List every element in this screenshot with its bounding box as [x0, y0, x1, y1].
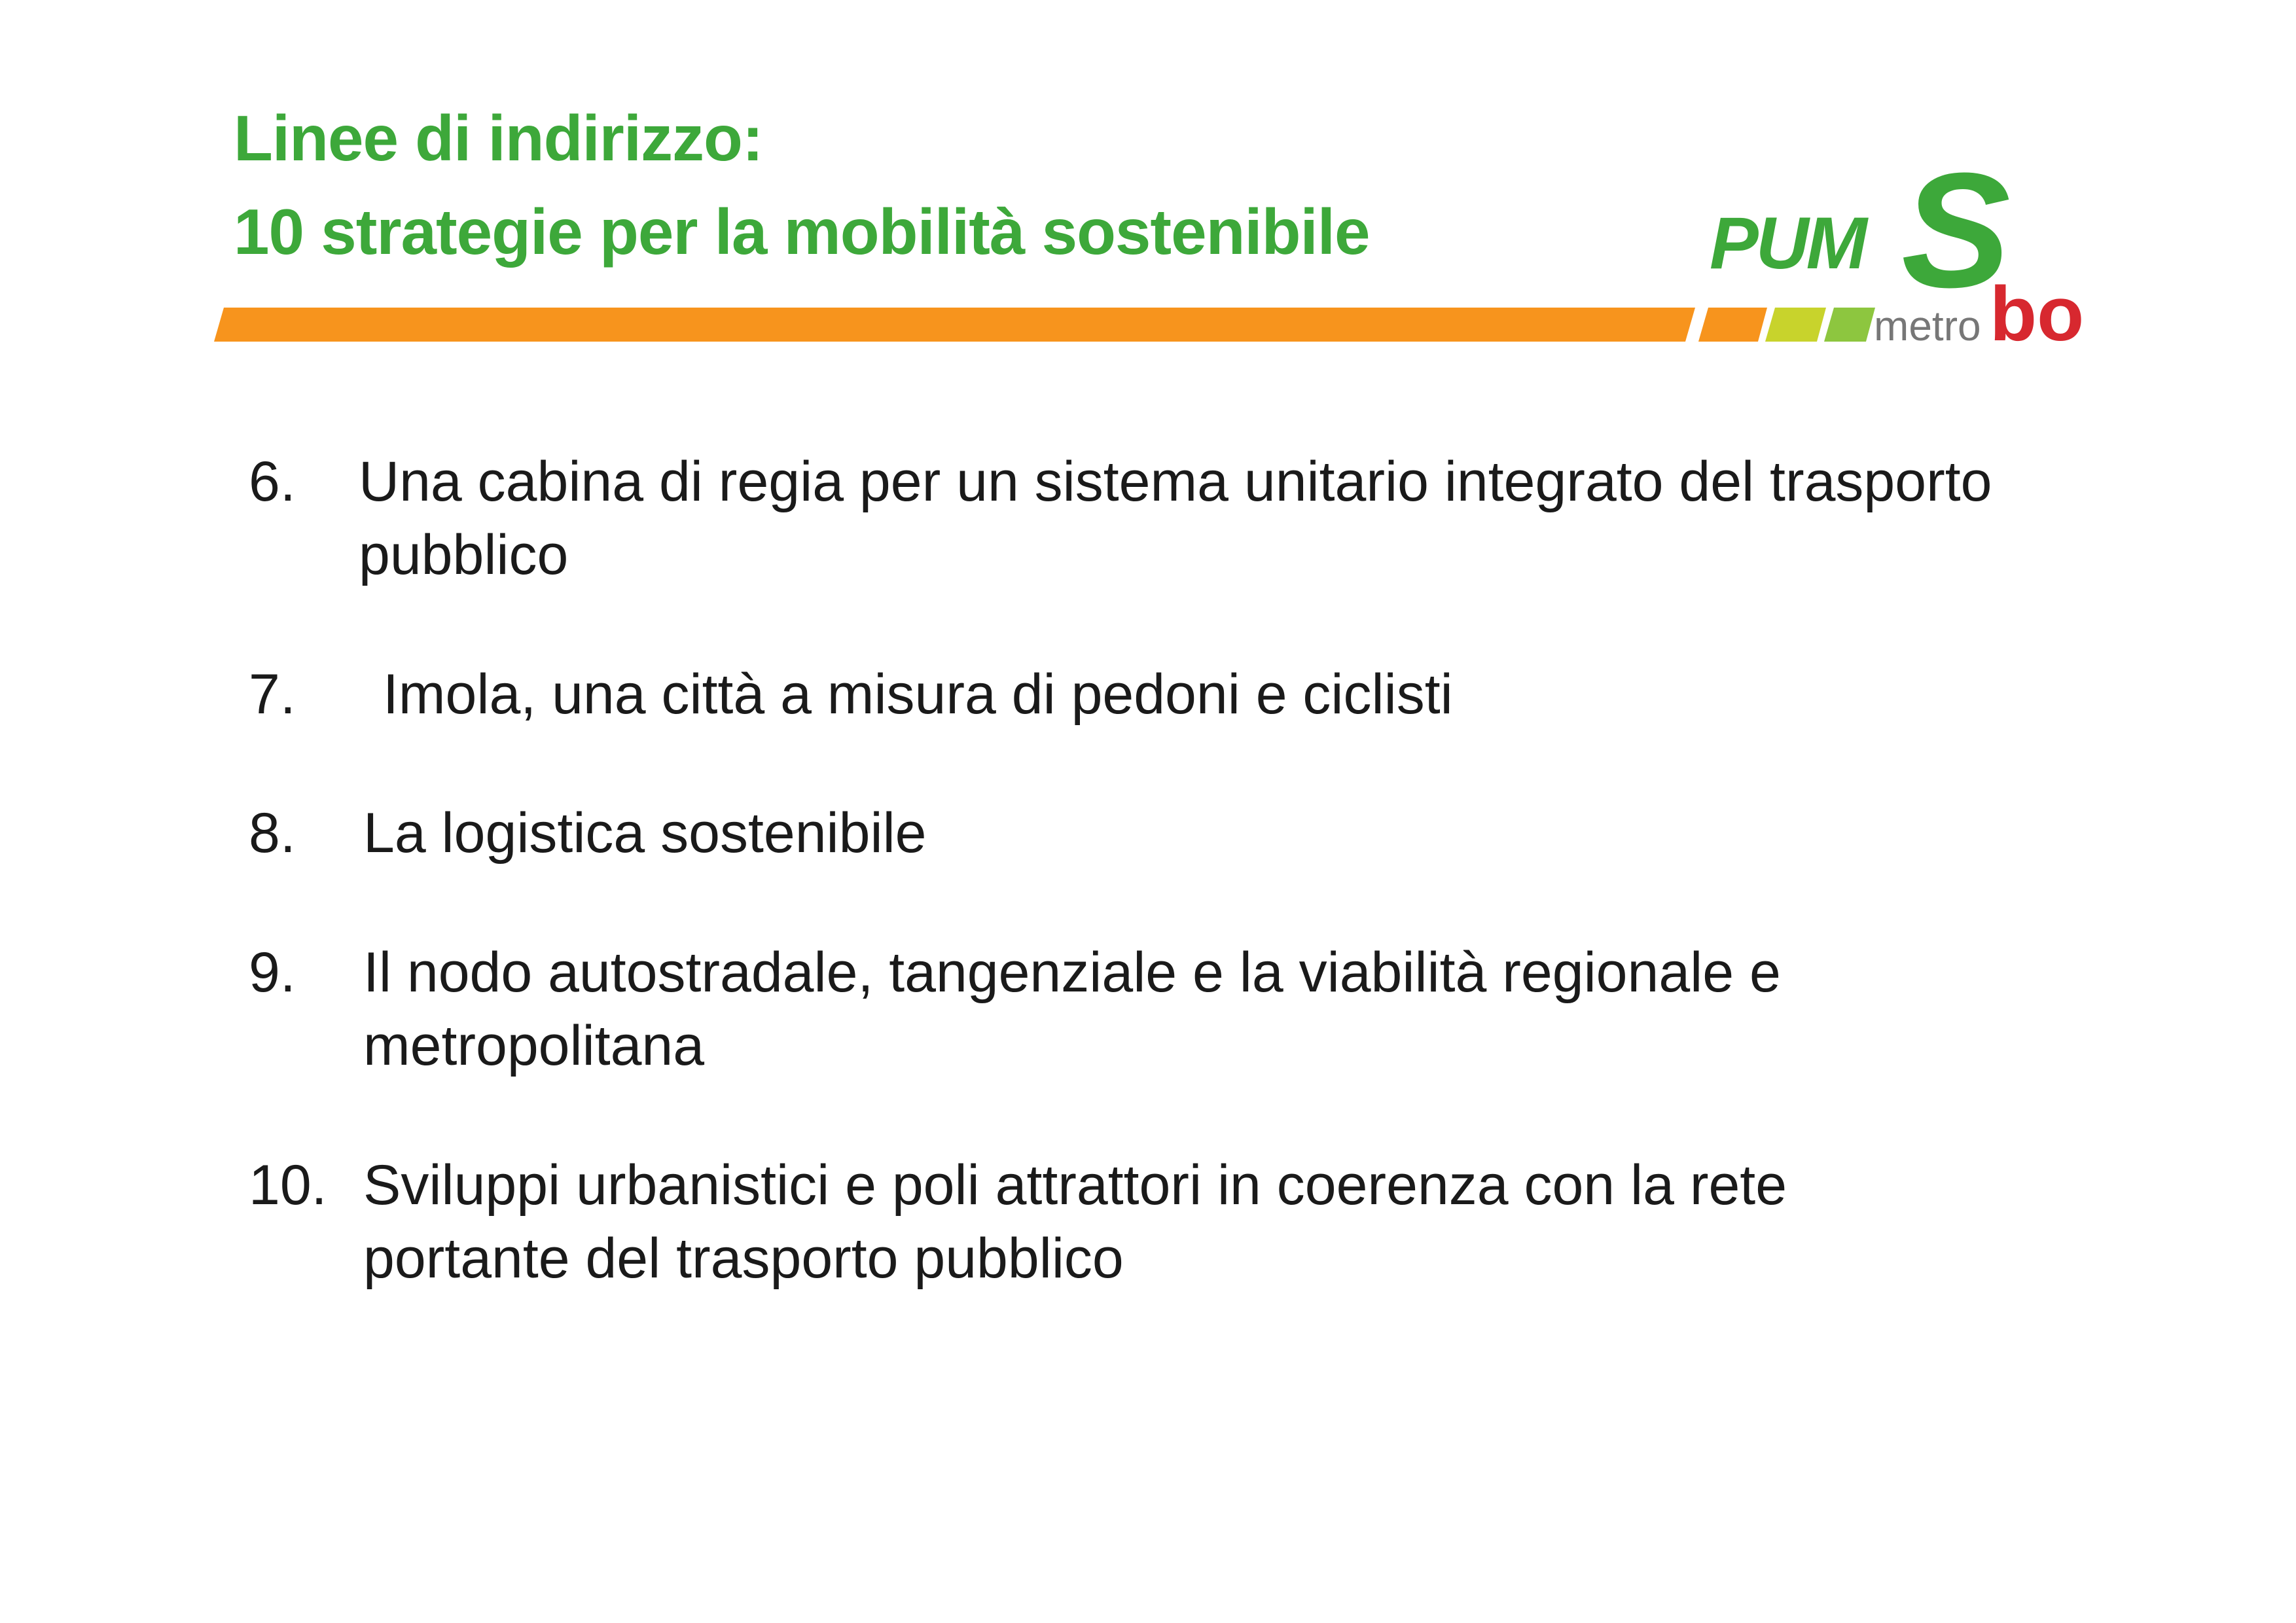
logo-metro: metro: [1874, 302, 1981, 349]
logo-pum: PUM: [1710, 202, 1865, 284]
slide-title: [234, 92, 1369, 279]
pums-metrobo-logo: [1702, 157, 2121, 353]
list-item-text: Sviluppi urbanistici e poli attrattori in coerenza con la rete portante del trasporto pubblico: [363, 1154, 1787, 1290]
list-item-text: Imola, una città a misura di pedoni e ciclisti: [383, 663, 1453, 726]
list-item-number: 10.: [249, 1154, 327, 1217]
list-item-number: 9.: [249, 941, 296, 1004]
list-item-text: Il nodo autostradale, tangenziale e la viabilità regionale e metropolitana: [363, 941, 1781, 1077]
logo-bo: bo: [1990, 271, 2085, 353]
list-item-number: 6.: [249, 450, 296, 513]
slide-title-line-2: 10 strategie per la mobilità sostenibile: [234, 196, 1370, 268]
list-item-number: 7.: [249, 663, 296, 726]
logo-s: S: [1901, 157, 2011, 321]
list-item-number: 8.: [249, 802, 296, 865]
list-item-text: La logistica sostenibile: [363, 802, 927, 865]
list-item-text: Una cabina di regia per un sistema unitario integrato del trasporto pubblico: [359, 450, 1992, 586]
slide-title-line-1: Linee di indirizzo:: [234, 102, 763, 174]
